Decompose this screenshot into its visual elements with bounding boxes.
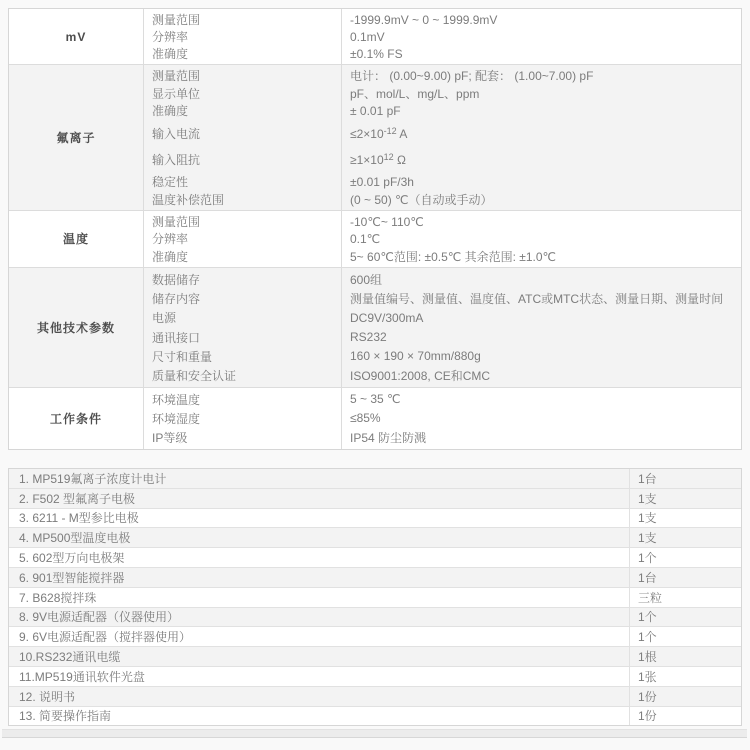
spec-label: 稳定性 [152,175,189,190]
spec-category: 工作条件 [9,388,144,449]
spec-row [144,347,741,366]
item-quantity: 三粒 [629,588,741,607]
spec-value: 测量值编号、测量值、温度值、ATC或MTC状态、测量日期、测量时间 [350,292,724,307]
spec-value: (0 ~ 50) ℃（自动或手动） [350,192,493,207]
item-quantity: 1个 [629,608,741,627]
item-name: 11.MP519通讯软件光盘 [19,669,145,684]
spec-value: 600组 [350,272,383,287]
spec-value: DC9V/300mA [350,310,424,325]
spec-label: 环境温度 [152,392,201,407]
spec-table [8,8,742,450]
spec-rows [144,388,741,449]
spec-rows [144,268,741,387]
spec-row [144,428,741,447]
spec-label: 准确度 [152,47,189,61]
spec-section [9,210,741,267]
item-name: 5. 602型万向电极架 [19,551,125,566]
item-quantity: 1台 [629,469,741,488]
spec-category: mV [9,9,144,64]
spec-row [144,390,741,409]
spec-section [9,267,741,387]
item-name: 1. MP519氟离子浓度计电计 [19,471,167,486]
spec-label: 储存内容 [152,292,201,307]
spec-value: 5 ~ 35 ℃ [350,392,401,407]
spec-row [144,248,741,265]
list-item [9,509,741,529]
spec-label: 温度补偿范围 [152,192,225,207]
spec-label: 分辨率 [152,30,189,44]
spec-row [144,190,741,208]
spec-value: ≤85% [350,411,381,426]
spec-row [144,230,741,247]
spec-label: 数据储存 [152,272,201,287]
spec-category: 氟离子 [9,65,144,210]
item-quantity: 1张 [629,667,741,686]
list-item [9,548,741,568]
spec-value: -1999.9mV ~ 0 ~ 1999.9mV [350,12,498,27]
spec-value: $\le 2\times 10^{-12}$ A [350,125,408,141]
spec-label: 输入电流 [152,126,201,141]
spec-row [144,28,741,45]
item-name: 10.RS232通讯电缆 [19,650,121,665]
item-quantity: 1份 [629,707,741,726]
spec-label: 电源 [152,311,177,326]
spec-label: 输入阻抗 [152,153,201,168]
spec-label: 准确度 [152,104,189,119]
item-name: 7. B628搅拌珠 [19,590,97,605]
list-item [9,568,741,588]
spec-rows [144,9,741,64]
spec-row [144,85,741,103]
item-quantity: 1支 [629,489,741,508]
spec-value: 电计： (0.00~9.00) pF; 配套： (1.00~7.00) pF [350,69,594,84]
spec-value: RS232 [350,330,387,345]
spec-row [144,11,741,28]
list-item [9,667,741,687]
item-quantity: 1支 [629,528,741,547]
spec-category: 其他技术参数 [9,268,144,387]
spec-label: IP等级 [152,430,188,445]
item-quantity: 1个 [629,548,741,567]
spec-section [9,9,741,64]
item-name: 9. 6V电源适配器（搅拌器使用） [19,630,192,645]
spec-value: 0.1mV [350,29,385,44]
item-name: 4. MP500型温度电极 [19,531,131,546]
list-item [9,647,741,667]
spec-value: $\ge 1\times 10^{12}$ Ω [350,152,406,168]
spec-value: 5~ 60℃范围: ±0.5℃ 其余范围: ±1.0℃ [350,249,556,264]
spec-rows [144,211,741,267]
list-item [9,608,741,628]
packing-list-table [8,468,742,726]
list-item [9,707,741,726]
item-quantity: 1个 [629,627,741,646]
item-quantity: 1台 [629,568,741,587]
superscript-exponent: 12 [383,152,394,163]
spec-label: 质量和安全认证 [152,368,237,383]
item-name: 13. 简要操作指南 [19,709,112,724]
item-name: 6. 901型智能搅拌器 [19,570,125,585]
spec-row [144,409,741,428]
spec-label: 测量范围 [152,215,201,230]
spec-value: 160 × 190 × 70mm/880g [350,349,481,364]
spec-row [144,120,741,147]
spec-label: 测量范围 [152,69,201,84]
list-item [9,627,741,647]
list-item [9,588,741,608]
spec-label: 环境湿度 [152,411,201,426]
item-name: 3. 6211 - M型参比电极 [19,511,139,526]
spec-row [144,67,741,85]
next-section-partial-bar [2,729,747,738]
spec-row [144,102,741,120]
spec-row [144,289,741,308]
spec-label: 显示单位 [152,86,201,101]
spec-value: ISO9001:2008, CE和CMC [350,368,491,383]
spec-value: 0.1℃ [350,231,381,246]
list-item [9,687,741,707]
item-name: 8. 9V电源适配器（仪器使用） [19,610,180,625]
spec-row [144,270,741,289]
item-quantity: 1根 [629,647,741,666]
spec-value: IP54 防尘防溅 [350,430,427,445]
list-item [9,489,741,509]
spec-row [144,366,741,385]
spec-row [144,213,741,230]
spec-section [9,387,741,449]
spec-row [144,327,741,346]
superscript-exponent: -12 [383,125,397,136]
spec-row [144,173,741,191]
spec-label: 准确度 [152,249,189,264]
list-item [9,469,741,489]
spec-section [9,64,741,210]
list-item [9,528,741,548]
spec-row [144,308,741,327]
spec-label: 测量范围 [152,13,201,27]
spec-value: ±0.01 pF/3h [350,174,414,189]
spec-category: 温度 [9,211,144,267]
spec-value: -10℃~ 110℃ [350,214,424,229]
spec-label: 尺寸和重量 [152,349,213,364]
item-quantity: 1份 [629,687,741,706]
spec-row [144,146,741,173]
spec-label: 通讯接口 [152,330,201,345]
spec-rows [144,65,741,210]
spec-label: 分辨率 [152,232,189,247]
spec-value: ± 0.01 pF [350,103,401,118]
spec-row [144,45,741,62]
item-name: 12. 说明书 [19,689,76,704]
spec-value: pF、mol/L、mg/L、ppm [350,86,480,101]
spec-value: ±0.1% FS [350,46,403,61]
item-name: 2. F502 型氟离子电极 [19,491,136,506]
item-quantity: 1支 [629,509,741,528]
